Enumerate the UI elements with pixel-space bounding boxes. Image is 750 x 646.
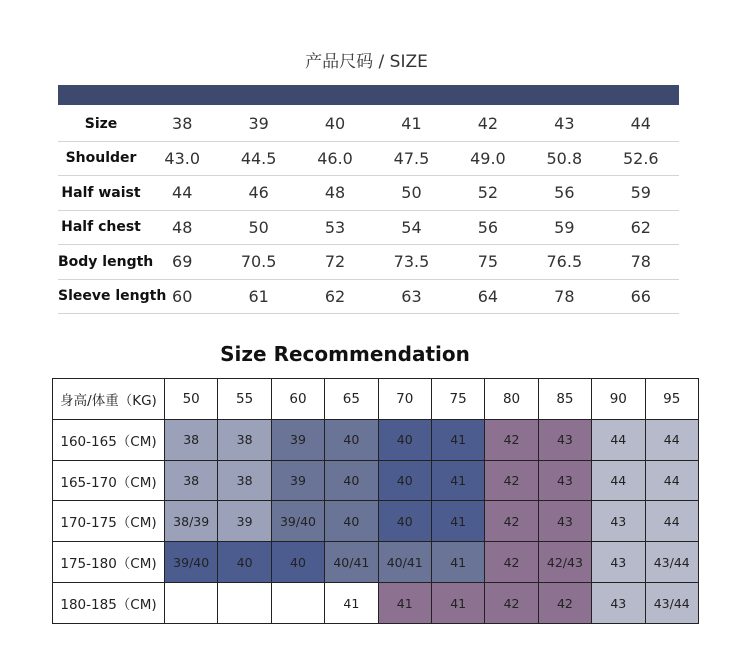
weight-header: 85 <box>538 379 591 420</box>
height-header: 175-180（CM) <box>53 542 165 583</box>
row-label: Sleeve length <box>58 279 144 314</box>
recommended-size-cell: 42 <box>485 419 538 460</box>
size-value: 49.0 <box>450 141 526 176</box>
recommended-size-cell: 43 <box>538 501 591 542</box>
height-row <box>53 542 699 583</box>
recommended-size-cell: 40 <box>325 460 378 501</box>
size-row <box>58 176 679 211</box>
recommended-size-cell <box>271 583 324 624</box>
recommended-size-cell: 44 <box>645 419 698 460</box>
recommended-size-cell: 39 <box>271 419 324 460</box>
recommended-size-cell: 42 <box>485 460 538 501</box>
row-label: Half chest <box>58 210 144 245</box>
weight-header: 60 <box>271 379 324 420</box>
weight-header: 75 <box>431 379 484 420</box>
size-row <box>58 279 679 314</box>
size-value: 70.5 <box>220 245 296 280</box>
recommended-size-cell: 44 <box>645 460 698 501</box>
size-value: 72 <box>297 245 373 280</box>
recommended-size-cell: 40/41 <box>325 542 378 583</box>
recommended-size-cell: 39 <box>271 460 324 501</box>
weight-header: 65 <box>325 379 378 420</box>
weight-header-row <box>53 379 699 420</box>
recommended-size-cell: 41 <box>431 542 484 583</box>
recommended-size-cell: 43 <box>592 583 645 624</box>
header-bar <box>58 85 679 105</box>
height-row <box>53 501 699 542</box>
corner-header: 身高/体重（KG) <box>53 379 165 420</box>
height-header: 160-165（CM) <box>53 419 165 460</box>
height-header: 165-170（CM) <box>53 460 165 501</box>
size-value: 46.0 <box>297 141 373 176</box>
size-value: 60 <box>144 279 220 314</box>
size-value: 64 <box>450 279 526 314</box>
recommended-size-cell: 40 <box>218 542 271 583</box>
recommended-size-cell: 40 <box>378 419 431 460</box>
recommended-size-cell: 41 <box>431 501 484 542</box>
size-value: 40 <box>297 107 373 141</box>
recommended-size-cell: 43/44 <box>645 583 698 624</box>
size-value: 44 <box>603 107 679 141</box>
size-row <box>58 210 679 245</box>
recommended-size-cell: 40 <box>378 501 431 542</box>
recommended-size-cell <box>165 583 218 624</box>
size-value: 48 <box>297 176 373 211</box>
recommended-size-cell: 44 <box>592 419 645 460</box>
size-recommendation-title: Size Recommendation <box>220 342 470 366</box>
recommended-size-cell: 44 <box>592 460 645 501</box>
weight-header: 70 <box>378 379 431 420</box>
recommended-size-cell: 41 <box>325 583 378 624</box>
recommended-size-cell: 41 <box>431 419 484 460</box>
size-value: 53 <box>297 210 373 245</box>
size-value: 61 <box>220 279 296 314</box>
weight-header: 80 <box>485 379 538 420</box>
size-value: 62 <box>297 279 373 314</box>
weight-header: 90 <box>592 379 645 420</box>
size-value: 75 <box>450 245 526 280</box>
recommended-size-cell: 42 <box>485 583 538 624</box>
size-value: 44.5 <box>220 141 296 176</box>
size-recommendation-table <box>52 378 699 624</box>
size-value: 59 <box>526 210 602 245</box>
size-value: 63 <box>373 279 449 314</box>
recommended-size-cell: 38/39 <box>165 501 218 542</box>
recommended-size-cell: 39/40 <box>271 501 324 542</box>
weight-header: 50 <box>165 379 218 420</box>
row-label: Size <box>58 107 144 141</box>
size-value: 52 <box>450 176 526 211</box>
size-value: 47.5 <box>373 141 449 176</box>
size-chart-title: 产品尺码 / SIZE <box>305 52 428 72</box>
size-row <box>58 245 679 280</box>
recommended-size-cell: 42 <box>485 501 538 542</box>
size-value: 50.8 <box>526 141 602 176</box>
size-value: 56 <box>450 210 526 245</box>
recommended-size-cell <box>218 583 271 624</box>
size-row <box>58 107 679 141</box>
size-value: 54 <box>373 210 449 245</box>
size-value: 66 <box>603 279 679 314</box>
size-value: 52.6 <box>603 141 679 176</box>
recommended-size-cell: 40 <box>325 419 378 460</box>
row-label: Body length <box>58 245 144 280</box>
recommended-size-cell: 38 <box>218 460 271 501</box>
size-value: 44 <box>144 176 220 211</box>
size-value: 78 <box>603 245 679 280</box>
recommended-size-cell: 43 <box>538 460 591 501</box>
recommended-size-cell: 40 <box>325 501 378 542</box>
recommended-size-cell: 38 <box>165 419 218 460</box>
size-value: 43 <box>526 107 602 141</box>
size-value: 38 <box>144 107 220 141</box>
height-row <box>53 583 699 624</box>
size-value: 78 <box>526 279 602 314</box>
size-value: 59 <box>603 176 679 211</box>
size-value: 41 <box>373 107 449 141</box>
size-value: 76.5 <box>526 245 602 280</box>
size-value: 50 <box>373 176 449 211</box>
height-row <box>53 460 699 501</box>
height-header: 180-185（CM) <box>53 583 165 624</box>
recommended-size-cell: 39 <box>218 501 271 542</box>
size-value: 42 <box>450 107 526 141</box>
row-label: Shoulder <box>58 141 144 176</box>
size-chart-table <box>58 107 679 314</box>
recommended-size-cell: 39/40 <box>165 542 218 583</box>
recommended-size-cell: 42 <box>485 542 538 583</box>
recommended-size-cell: 38 <box>165 460 218 501</box>
recommended-size-cell: 43 <box>592 501 645 542</box>
recommended-size-cell: 44 <box>645 501 698 542</box>
size-value: 56 <box>526 176 602 211</box>
recommended-size-cell: 38 <box>218 419 271 460</box>
size-value: 46 <box>220 176 296 211</box>
recommended-size-cell: 43/44 <box>645 542 698 583</box>
size-value: 69 <box>144 245 220 280</box>
recommended-size-cell: 43 <box>592 542 645 583</box>
recommended-size-cell: 40 <box>378 460 431 501</box>
row-label: Half waist <box>58 176 144 211</box>
size-value: 50 <box>220 210 296 245</box>
recommended-size-cell: 43 <box>538 419 591 460</box>
size-value: 39 <box>220 107 296 141</box>
recommended-size-cell: 41 <box>378 583 431 624</box>
size-value: 73.5 <box>373 245 449 280</box>
size-value: 48 <box>144 210 220 245</box>
weight-header: 95 <box>645 379 698 420</box>
recommended-size-cell: 42 <box>538 583 591 624</box>
height-header: 170-175（CM) <box>53 501 165 542</box>
recommended-size-cell: 41 <box>431 583 484 624</box>
recommended-size-cell: 41 <box>431 460 484 501</box>
size-value: 62 <box>603 210 679 245</box>
weight-header: 55 <box>218 379 271 420</box>
recommended-size-cell: 42/43 <box>538 542 591 583</box>
height-row <box>53 419 699 460</box>
recommended-size-cell: 40/41 <box>378 542 431 583</box>
recommended-size-cell: 40 <box>271 542 324 583</box>
size-value: 43.0 <box>144 141 220 176</box>
size-row <box>58 141 679 176</box>
